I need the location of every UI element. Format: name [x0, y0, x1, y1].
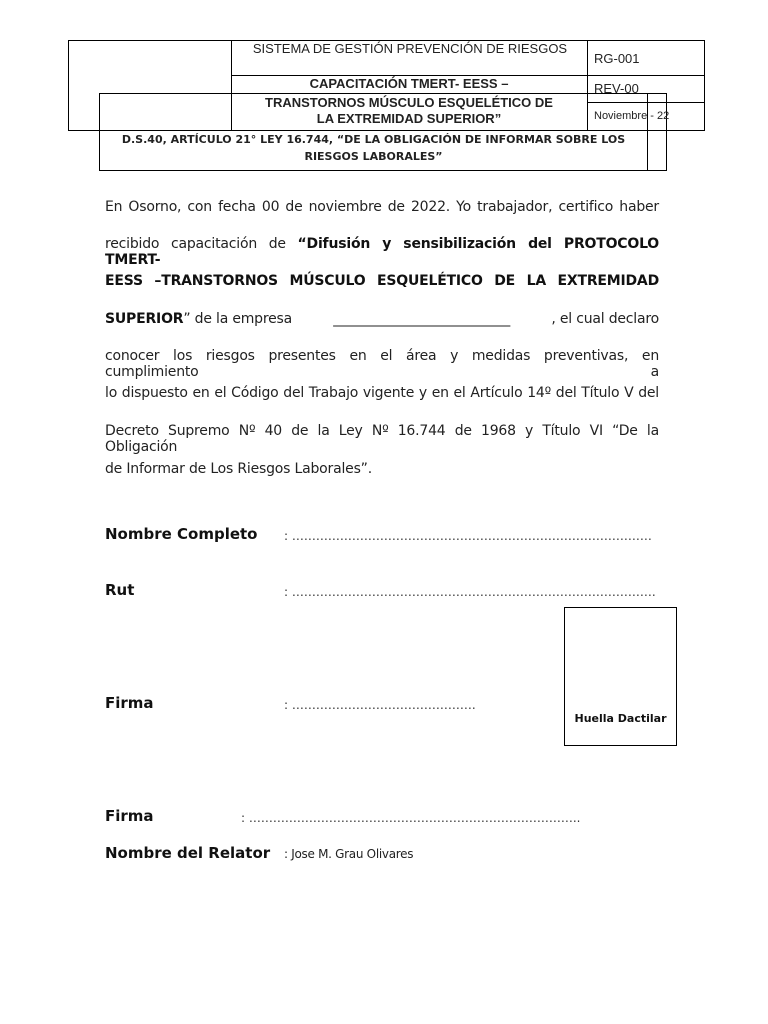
signature-label: Firma: [105, 694, 154, 712]
revision: REV-00: [594, 81, 639, 96]
paragraph-line-8: de Informar de Los Riesgos Laborales”.: [105, 461, 372, 477]
paragraph-line-4-tail: , el cual declaro: [551, 311, 659, 327]
course-name-bold-3: SUPERIOR: [105, 311, 184, 327]
doc-code: RG-001: [594, 51, 640, 66]
instructor-name-value: : Jose M. Grau Olivares: [284, 847, 414, 861]
legal-box-right-divider: [647, 93, 648, 171]
paragraph-line-2-text: recibido capacitación de: [105, 236, 298, 252]
paragraph-line-4: [105, 311, 659, 327]
legal-box-divider: [99, 130, 667, 131]
paragraph-line-6: lo dispuesto en el Código del Trabajo vigente y en el Artículo 14º del Título V del: [105, 385, 659, 401]
paragraph-line-2: [105, 236, 659, 268]
signature-field[interactable]: : ……………………………………….: [284, 698, 476, 712]
rut-field[interactable]: : ……………………………………………………………………………….: [284, 585, 656, 599]
legal-reference-line1: D.S.40, ARTÍCULO 21° LEY 16.744, “DE LA OBLIGACIÓN DE INFORMAR SOBRE LOS: [121, 133, 626, 146]
doc-date: Noviembre - 22: [594, 110, 670, 122]
instructor-name-label: Nombre del Relator: [105, 844, 271, 862]
fingerprint-label: Huella Dactilar: [574, 712, 667, 725]
instructor-signature-label: Firma: [105, 807, 154, 825]
paragraph-line-5: conocer los riesgos presentes en el área y medidas preventivas, en cumplimiento a: [105, 348, 659, 380]
course-title-line2: TRANSTORNOS MÚSCULO ESQUELÉTICO DE: [265, 95, 553, 110]
paragraph-line-7: Decreto Supremo Nº 40 de la Ley Nº 16.744 de 1968 y Título VI “De la Obligación: [105, 423, 659, 455]
course-title-line1: CAPACITACIÓN TMERT- EESS –: [309, 76, 509, 91]
legal-reference-line2: RIESGOS LABORALES”: [304, 150, 443, 163]
course-title-line3: LA EXTREMIDAD SUPERIOR”: [316, 111, 502, 126]
course-name-bold-1: “Difusión y sensibilización del PROTOCOLO TMERT-: [105, 236, 660, 268]
code-row-divider: [587, 75, 705, 76]
system-title: SISTEMA DE GESTIÓN PREVENCIÓN DE RIESGOS: [252, 41, 568, 56]
instructor-signature-field[interactable]: : ………………………………………………………………………..: [241, 811, 581, 825]
course-name-bold-2: EESS –TRANSTORNOS MÚSCULO ESQUELÉTICO DE LA EXTREMIDAD: [105, 273, 659, 289]
paragraph-line-1: En Osorno, con fecha 00 de noviembre de 2022. Yo trabajador, certifico haber: [105, 199, 659, 215]
fingerprint-box[interactable]: [564, 607, 677, 746]
full-name-label: Nombre Completo: [105, 525, 258, 543]
full-name-field[interactable]: : ………………………………………………………………………………: [284, 529, 652, 543]
rut-label: Rut: [105, 581, 135, 599]
company-blank: __________________________: [333, 311, 511, 327]
company-label: ” de la empresa: [183, 311, 293, 327]
